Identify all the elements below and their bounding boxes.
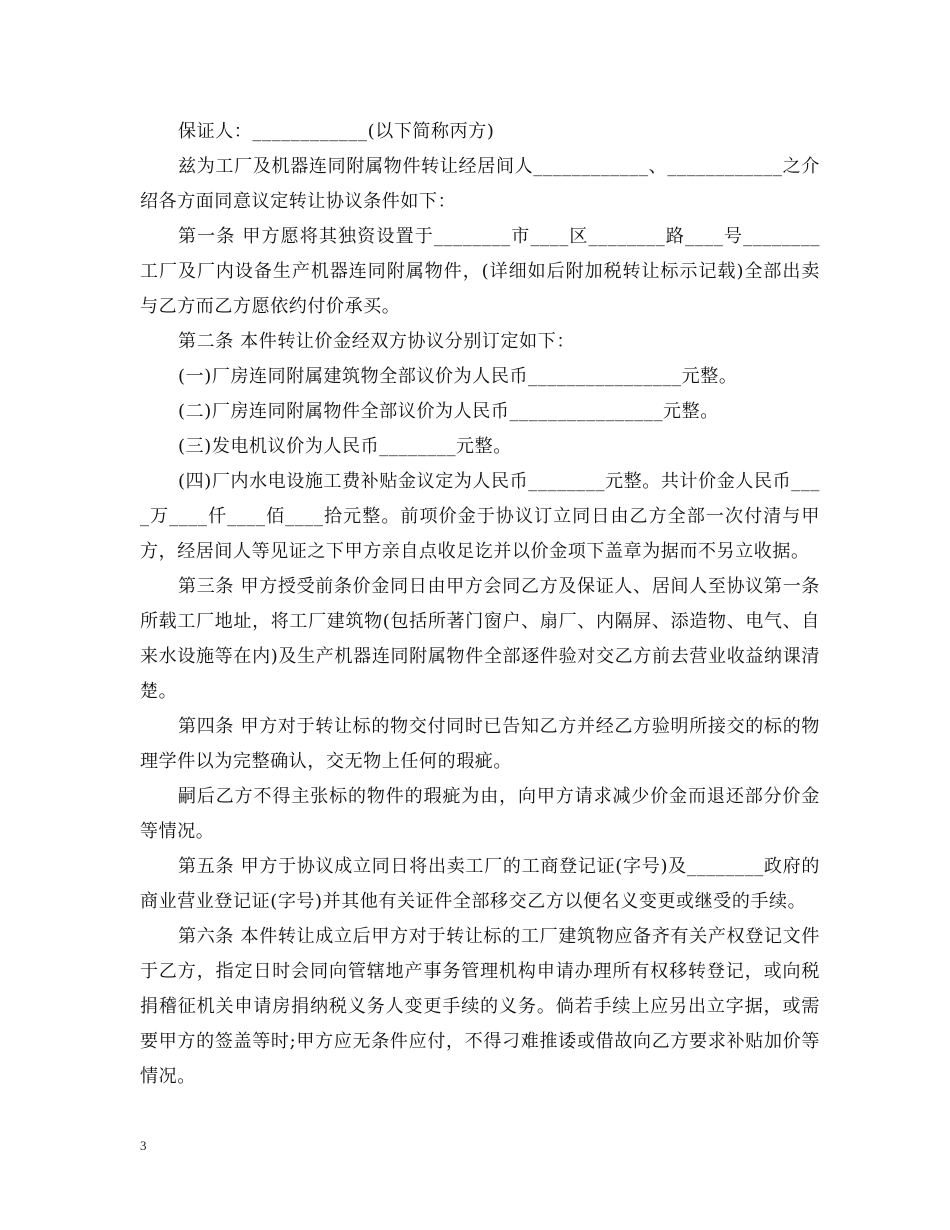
article-3: 第三条 甲方授受前条价金同日由甲方会同乙方及保证人、居间人至协议第一条所载工厂地址，将工厂建筑物(包括所著门窗户、扇厂、内隔屏、添造物、电气、自来水设施等在内)及生产机器连同附属物件全部逐件验对交乙方前去营业收益纳课清楚。: [140, 576, 820, 702]
price-item-3: (三)发电机议价为人民币________元整。: [178, 436, 512, 457]
article-6: 第六条 本件转让成立后甲方对于转让标的工厂建筑物应备齐有关产权登记文件于乙方，指定日时会同向管辖地产事务管理机构申请办理所有权移转登记，或向税捐稽征机关申请房捐纳税义务人变更手续的义务。倘若手续上应另出立字据，或需要甲方的签盖等时;甲方应无条件应付，不得刁难推诿或借故向乙方要求补贴加价等情况。: [140, 926, 820, 1087]
article-4-continuation: 嗣后乙方不得主张标的物件的瑕疵为由，向甲方请求减少价金而退还部分价金等情况。: [140, 786, 820, 842]
intro-paragraph: 兹为工厂及机器连同附属物件转让经居间人____________、____________之介绍各方面同意议定转让协议条件如下：: [140, 156, 820, 212]
price-item-4: (四)厂内水电设施工费补贴金议定为人民币________元整。共计价金人民币____万____仟____佰____拾元整。前项价金于协议订立同日由乙方全部一次付清与甲方，经居间人等见证之下甲方亲自点收足讫并以价金项下盖章为据而不另立收据。: [140, 471, 820, 562]
article-2-heading: 第二条 本件转让价金经双方协议分别订定如下：: [178, 331, 575, 352]
document-page: [140, 114, 820, 1094]
article-4: 第四条 甲方对于转让标的物交付同时已告知乙方并经乙方验明所接交的标的物理学件以为完整确认，交无物上任何的瑕疵。: [140, 716, 820, 772]
price-item-1: (一)厂房连同附属建筑物全部议价为人民币________________元整。: [178, 366, 738, 387]
page-number: 3: [140, 1138, 147, 1153]
price-item-2: (二)厂房连同附属物件全部议价为人民币________________元整。: [178, 401, 719, 422]
article-5: 第五条 甲方于协议成立同日将出卖工厂的工商登记证(字号)及________政府的商业营业登记证(字号)并其他有关证件全部移交乙方以便名义变更或继受的手续。: [140, 856, 820, 912]
guarantor-line: 保证人：____________(以下简称丙方): [178, 121, 495, 142]
article-1: 第一条 甲方愿将其独资设置于________市____区________路____号________工厂及厂内设备生产机器连同附属物件，(详细如后附加税转让标示记载)全部出卖与乙方而乙方愿依约付价承买。: [140, 226, 820, 317]
